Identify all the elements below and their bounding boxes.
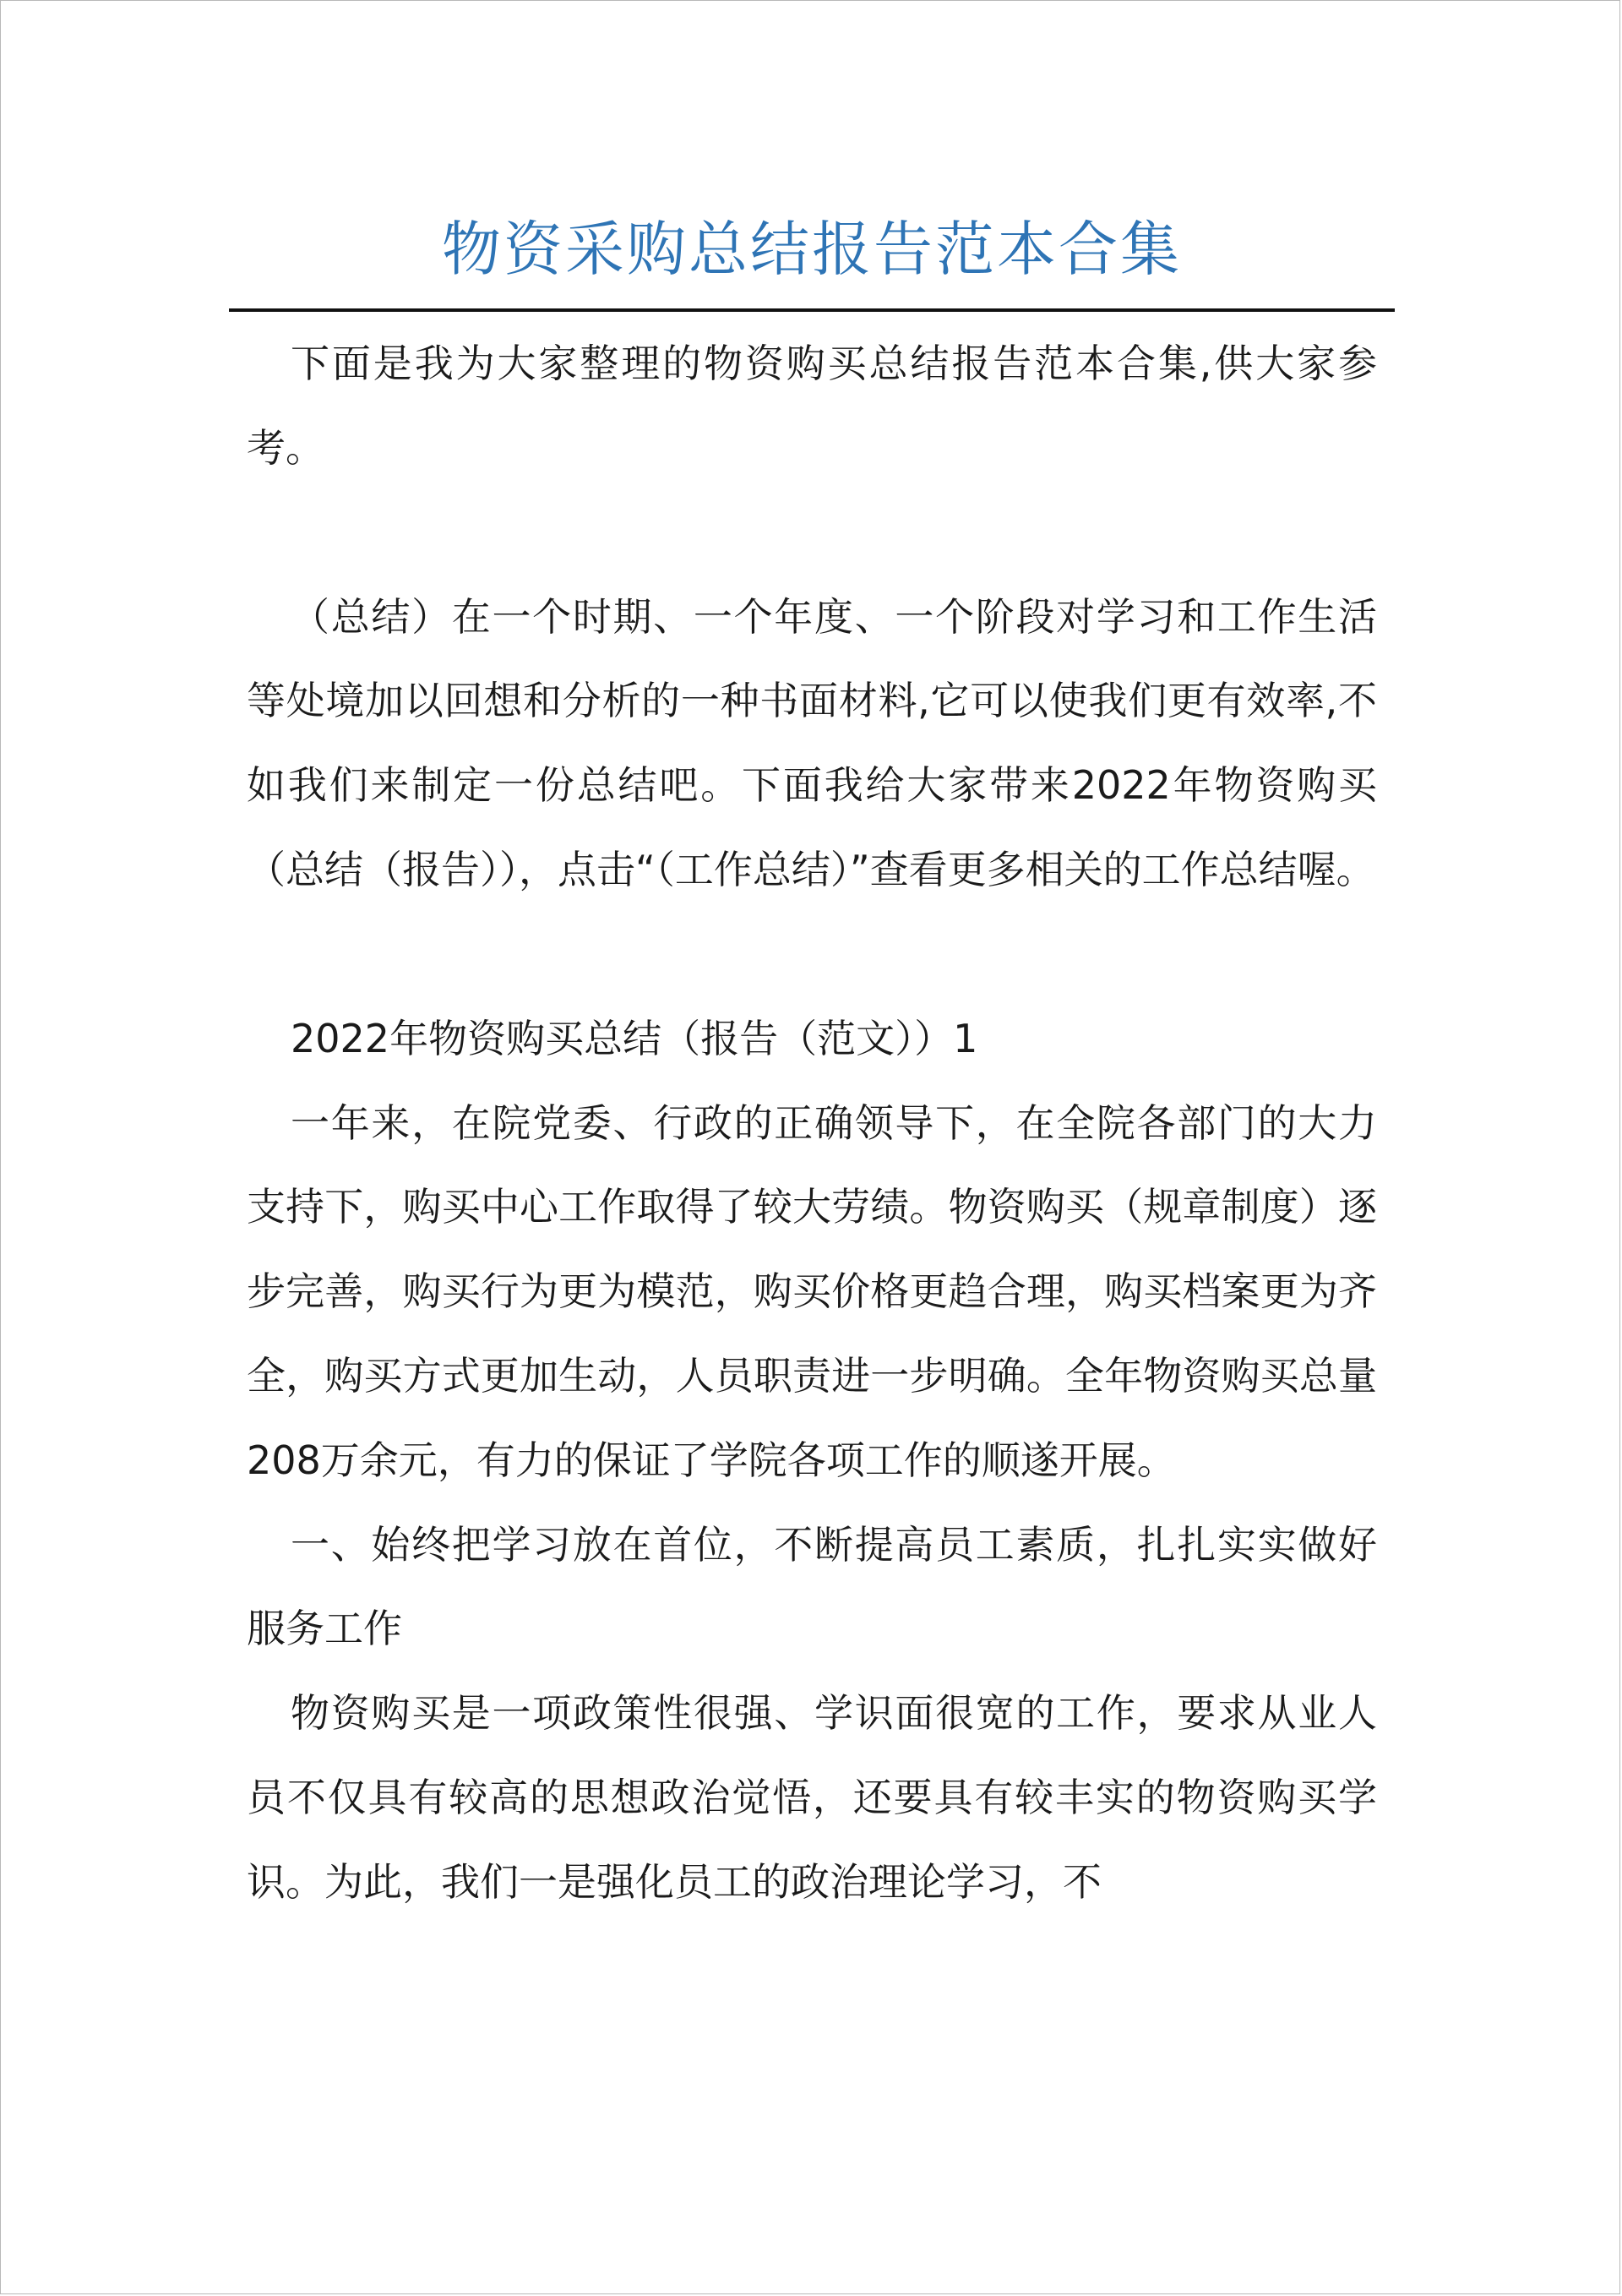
paragraph-definition: （总结）在一个时期、一个年度、一个阶段对学习和工作生活等处境加以回想和分析的一种书面材料,它可以使我们更有效率,不如我们来制定一份总结吧。下面我给大家带来2022年物资购买（总结（报告）），点击“（工作总结）”查看更多相关的工作总结喔。 [247, 593, 1377, 892]
section-heading: 2022年物资购买总结（报告（范文））1 [291, 1015, 978, 1061]
subheading-one: 一、始终把学习放在首位，不断提高员工素质，扎扎实实做好服务工作 [247, 1521, 1377, 1652]
document-title: 物资采购总结报告范本合集 [442, 215, 1182, 284]
document-body [247, 322, 1377, 1925]
paragraph-intro: 下面是我为大家整理的物资购买总结报告范本合集,供大家参考。 [247, 341, 1377, 471]
paragraph-study: 物资购买是一项政策性很强、学识面很宽的工作，要求从业人员不仅具有较高的思想政治觉悟，还要具有较丰实的物资购买学识。为此，我们一是强化员工的政治理论学习，不 [247, 1690, 1377, 1905]
paragraph-overview: 一年来，在院党委、行政的正确领导下，在全院各部门的大力支持下，购买中心工作取得了较大劳绩。物资购买（规章制度）逐步完善，购买行为更为模范，购买价格更趋合理，购买档案更为齐全，购买方式更加生动，人员职责进一步明确。全年物资购买总量208万余元，有力的保证了学院各项工作的顺遂开展。 [247, 1099, 1377, 1483]
title-underline [229, 308, 1395, 312]
